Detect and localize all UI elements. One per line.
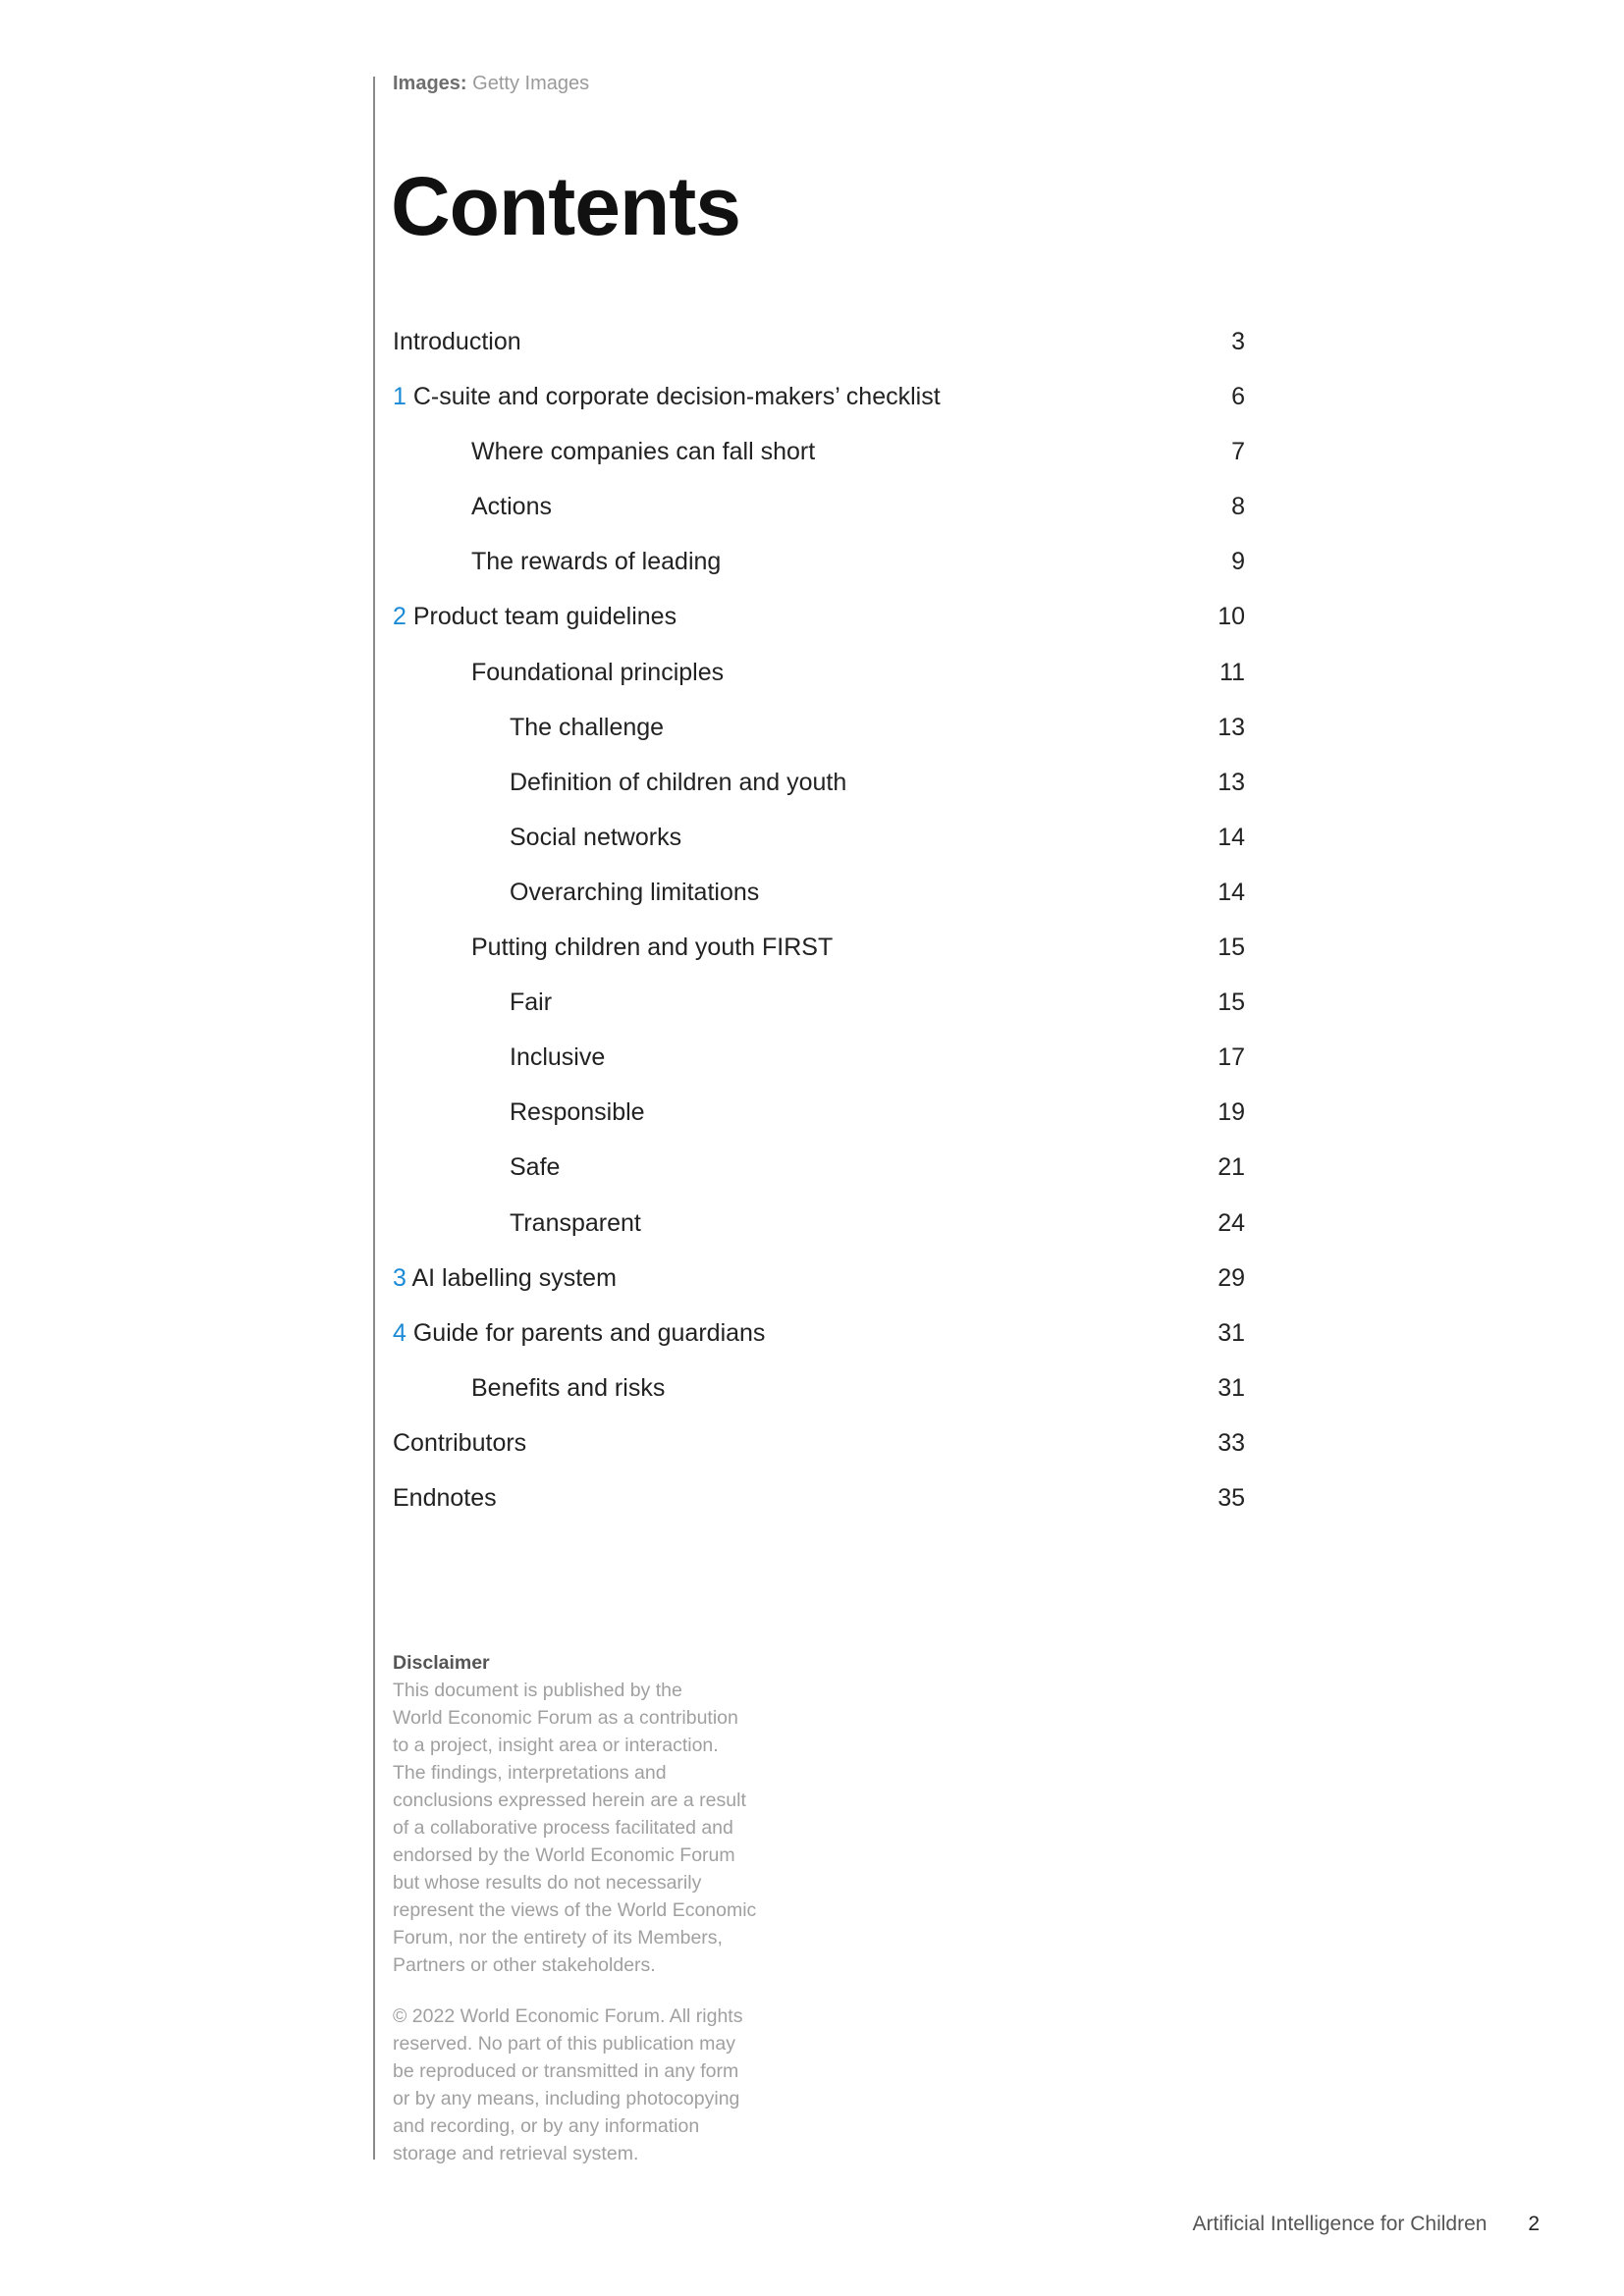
toc-entry[interactable] <box>393 1470 1245 1525</box>
toc-page-number: 31 <box>1218 1318 1245 1347</box>
toc-entry-label: Introduction <box>393 328 521 355</box>
toc-entry-title <box>393 589 677 644</box>
toc-entry-title <box>471 534 721 589</box>
toc-entry[interactable] <box>393 865 1245 920</box>
copyright-line: reserved. No part of this publication may <box>393 2033 736 2055</box>
toc-entry-title <box>510 700 664 755</box>
disclaimer-line: represent the views of the World Economic <box>393 1899 757 1921</box>
toc-entry-label: The rewards of leading <box>471 548 722 576</box>
toc-entry-label: Foundational principles <box>471 658 725 686</box>
toc-entry[interactable] <box>393 920 1245 975</box>
toc-page-number: 35 <box>1218 1483 1245 1512</box>
disclaimer-title: Disclaimer <box>393 1652 490 1674</box>
toc-entry[interactable] <box>393 810 1245 865</box>
toc-page-number: 19 <box>1218 1098 1245 1127</box>
toc-entry-label: Putting children and youth FIRST <box>471 934 834 962</box>
toc-page-number: 10 <box>1218 603 1245 631</box>
disclaimer-line: conclusions expressed herein are a result <box>393 1789 746 1811</box>
toc-entry-title <box>471 479 552 534</box>
toc-entry-label: Safe <box>510 1153 561 1182</box>
toc-page-number: 8 <box>1231 493 1245 521</box>
toc-entry-title <box>393 314 521 369</box>
toc-entry-label: Transparent <box>510 1208 641 1237</box>
disclaimer-line: The findings, interpretations and <box>393 1762 667 1784</box>
toc-entry[interactable] <box>393 479 1245 534</box>
disclaimer-line: World Economic Forum as a contribution <box>393 1707 738 1729</box>
toc-page-number: 33 <box>1218 1428 1245 1457</box>
toc-entry-label: Actions <box>471 493 552 521</box>
toc-page-number: 14 <box>1218 823 1245 851</box>
toc-entry-title <box>510 1196 641 1251</box>
toc-entry-label: Social networks <box>510 823 682 851</box>
toc-entry-title <box>510 1030 605 1085</box>
toc-entry[interactable] <box>393 1196 1245 1251</box>
toc-entry[interactable] <box>393 534 1245 589</box>
toc-page-number: 17 <box>1218 1043 1245 1072</box>
toc-entry-label: Benefits and risks <box>471 1373 666 1402</box>
toc-entry-label: Where companies can fall short <box>471 438 816 466</box>
toc-entry-title <box>471 645 724 700</box>
copyright-line: or by any means, including photocopying <box>393 2088 740 2109</box>
toc-entry-title <box>510 810 681 865</box>
toc-page-number: 29 <box>1218 1263 1245 1292</box>
copyright-line: be reproduced or transmitted in any form <box>393 2060 739 2082</box>
toc-page-number: 3 <box>1231 328 1245 355</box>
left-vertical-rule <box>373 77 375 2160</box>
toc-page-number: 6 <box>1231 383 1245 411</box>
toc-entry-title <box>393 1470 497 1525</box>
toc-entry-label: AI labelling system <box>411 1263 617 1292</box>
toc-entry[interactable] <box>393 1415 1245 1470</box>
disclaimer-line: Forum, nor the entirety of its Members, <box>393 1927 723 1949</box>
toc-page-number: 21 <box>1218 1153 1245 1182</box>
toc-entry[interactable] <box>393 369 1245 424</box>
toc-entry[interactable] <box>393 314 1245 369</box>
toc-page-number: 7 <box>1231 438 1245 466</box>
image-credit-value: Getty Images <box>472 73 590 94</box>
disclaimer-line: but whose results do not necessarily <box>393 1872 702 1894</box>
image-credit-label: Images: <box>393 73 467 94</box>
toc-entry-label: Fair <box>510 988 553 1017</box>
toc-entry-label: The challenge <box>510 713 665 741</box>
disclaimer-line: Partners or other stakeholders. <box>393 1954 656 1976</box>
disclaimer-block <box>393 1649 805 2167</box>
toc-entry-label: Guide for parents and guardians <box>412 1318 766 1347</box>
toc-section-number: 4 <box>393 1318 406 1347</box>
toc-entry-title <box>393 1251 617 1306</box>
toc-entry-label: Overarching limitations <box>510 878 760 906</box>
toc-entry[interactable] <box>393 700 1245 755</box>
toc-entry-title <box>471 1361 665 1415</box>
disclaimer-text <box>393 1649 805 1979</box>
copyright-line: © 2022 World Economic Forum. All rights <box>393 2005 743 2027</box>
toc-page-number: 24 <box>1218 1208 1245 1237</box>
toc-section-number: 2 <box>393 603 406 631</box>
copyright-text <box>393 2002 805 2167</box>
toc-entry[interactable] <box>393 1306 1245 1361</box>
disclaimer-line: endorsed by the World Economic Forum <box>393 1844 735 1866</box>
copyright-line: storage and retrieval system. <box>393 2143 639 2164</box>
toc-page-number: 13 <box>1218 768 1245 796</box>
toc-entry-title <box>510 1140 560 1195</box>
toc-entry[interactable] <box>393 1140 1245 1195</box>
toc-entry-title <box>510 865 759 920</box>
disclaimer-line: This document is published by the <box>393 1680 682 1701</box>
toc-page-number: 15 <box>1218 988 1245 1017</box>
toc-entry[interactable] <box>393 1361 1245 1415</box>
page-footer <box>1193 2213 1541 2236</box>
toc-page-number: 11 <box>1219 658 1245 686</box>
copyright-line: and recording, or by any information <box>393 2115 700 2137</box>
toc-page-number: 13 <box>1218 713 1245 741</box>
toc-entry-title <box>471 920 833 975</box>
toc-entry-label: Inclusive <box>510 1043 606 1072</box>
toc-entry-label: Definition of children and youth <box>510 768 847 796</box>
toc-entry-title <box>510 755 846 810</box>
toc-entry[interactable] <box>393 975 1245 1030</box>
toc-entry-title <box>510 1085 645 1140</box>
footer-doc-title: Artificial Intelligence for Children <box>1192 2213 1488 2235</box>
toc-entry-title <box>393 369 941 424</box>
toc-entry[interactable] <box>393 1251 1245 1306</box>
disclaimer-line: to a project, insight area or interaction. <box>393 1735 719 1756</box>
toc-section-number: 1 <box>393 383 406 411</box>
toc-entry-label: C-suite and corporate decision-makers’ checklist <box>412 383 941 411</box>
toc-entry-title <box>510 975 552 1030</box>
toc-entry-label: Product team guidelines <box>412 603 677 631</box>
toc-entry[interactable] <box>393 589 1245 644</box>
footer-page-number: 2 <box>1528 2213 1540 2235</box>
toc-entry-label: Endnotes <box>393 1483 497 1512</box>
toc-entry-title <box>471 424 815 479</box>
toc-entry[interactable] <box>393 1085 1245 1140</box>
toc-entry[interactable] <box>393 1030 1245 1085</box>
toc-page-number: 9 <box>1231 548 1245 576</box>
toc-entry[interactable] <box>393 424 1245 479</box>
toc-entry[interactable] <box>393 645 1245 700</box>
toc-entry-title <box>393 1306 765 1361</box>
toc-section-number: 3 <box>393 1263 406 1292</box>
toc-page-number: 31 <box>1218 1373 1245 1402</box>
table-of-contents <box>393 314 1245 1525</box>
toc-entry-label: Contributors <box>393 1428 527 1457</box>
toc-entry-title <box>393 1415 526 1470</box>
toc-entry[interactable] <box>393 755 1245 810</box>
toc-page-number: 14 <box>1218 878 1245 906</box>
toc-page-number: 15 <box>1218 934 1245 962</box>
disclaimer-line: of a collaborative process facilitated and <box>393 1817 733 1839</box>
image-credit <box>393 73 589 95</box>
page-title: Contents <box>391 160 740 252</box>
toc-entry-label: Responsible <box>510 1098 645 1127</box>
